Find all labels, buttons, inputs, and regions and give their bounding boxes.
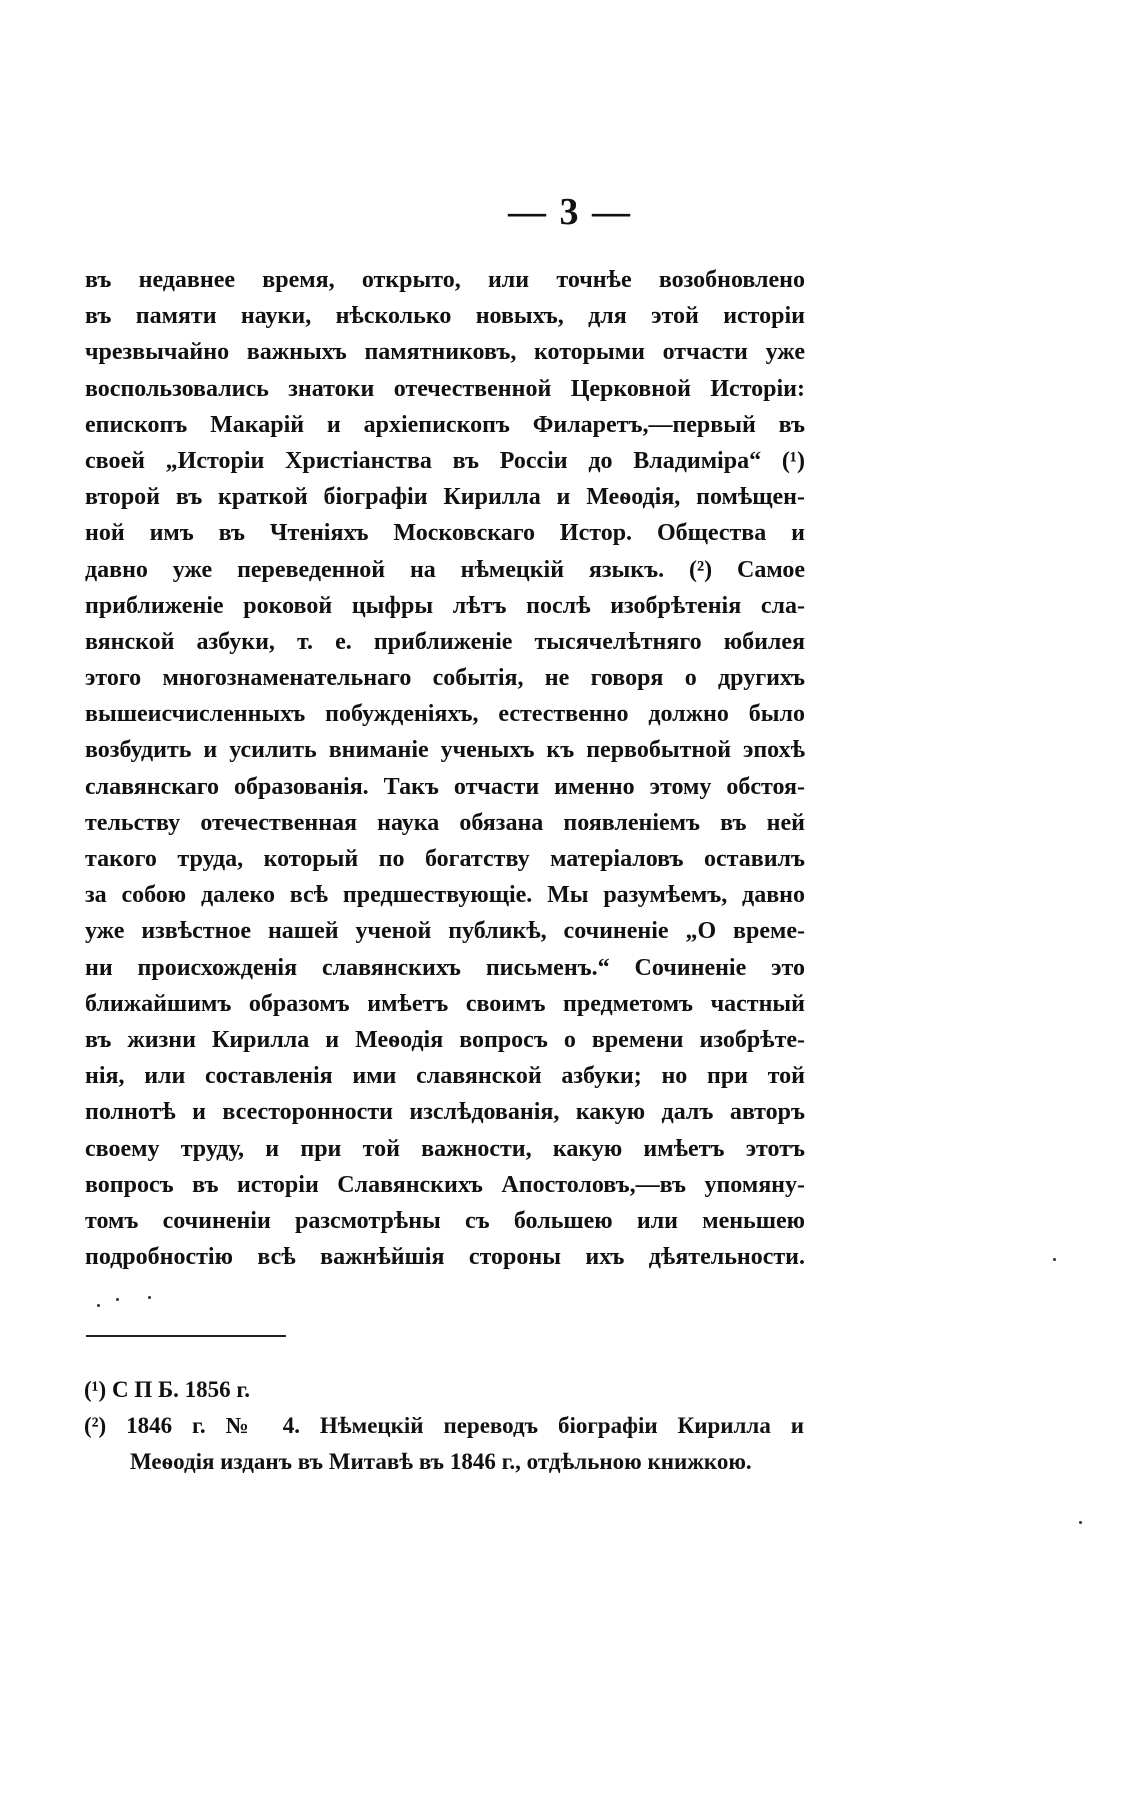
- body-line: своему труду, и при той важности, какую имѣетъ этотъ: [85, 1135, 805, 1162]
- body-line: ни происхожденія славянскихъ письменъ.“ Сочиненіе это: [85, 954, 805, 981]
- page-number: — 3 —: [508, 191, 632, 233]
- body-line: въ жизни Кирилла и Меѳодія вопросъ о времени изобрѣте-: [85, 1026, 805, 1053]
- body-line: приближеніе роковой цыфры лѣтъ послѣ изобрѣтенія сла-: [85, 592, 805, 619]
- body-line: чрезвычайно важныхъ памятниковъ, которыми отчасти уже: [85, 339, 805, 366]
- footnotes: [84, 1372, 804, 1480]
- body-line: такого труда, который по богатству матеріаловъ оставилъ: [85, 846, 805, 872]
- body-line: въ памяти науки, нѣсколько новыхъ, для этой исторіи: [85, 303, 805, 330]
- body-line: полнотѣ и всесторонности изслѣдованія, какую далъ авторъ: [85, 1099, 805, 1126]
- body-line: томъ сочиненіи разсмотрѣны съ большею или меньшею: [85, 1207, 805, 1234]
- body-line: уже извѣстное нашей ученой публикѣ, сочиненіе „О време-: [85, 918, 805, 945]
- body-line: подробностію всѣ важнѣйшія стороны ихъ дѣятельности.: [85, 1244, 805, 1271]
- body-line: нія, или составленія ими славянской азбуки; но при той: [85, 1063, 805, 1090]
- body-line: ближайшимъ образомъ имѣетъ своимъ предметомъ частный: [85, 990, 805, 1017]
- footnote-2-continued: Меѳодія изданъ въ Митавѣ въ 1846 г., отдѣльною книжкою.: [130, 1449, 752, 1474]
- scan-speck: [1053, 1258, 1056, 1261]
- body-line: возбудить и усилить вниманіе ученыхъ къ первобытной эпохѣ: [85, 737, 805, 764]
- scan-speck: [148, 1296, 151, 1299]
- body-line: воспользовались знатоки отечественной Церковной Исторіи:: [85, 375, 805, 402]
- scan-speck: [97, 1304, 100, 1307]
- body-text: [85, 262, 805, 1275]
- body-line: ной имъ въ Чтеніяхъ Московскаго Истор. Общества и: [85, 520, 805, 547]
- scan-speck: [1079, 1521, 1082, 1524]
- footnote-1: (¹) С П Б. 1856 г.: [84, 1377, 251, 1402]
- body-line: этого многознаменательнаго событія, не говоря о другихъ: [85, 665, 805, 692]
- scan-speck: [116, 1298, 119, 1301]
- body-line: славянскаго образованія. Такъ отчасти именно этому обстоя-: [85, 773, 805, 800]
- body-line: своей „Исторіи Христіанства въ Россіи до Владиміра“ (¹): [85, 447, 805, 474]
- body-line: вышеисчисленныхъ побужденіяхъ, естественно должно было: [85, 701, 805, 728]
- body-line: вянской азбуки, т. е. приближеніе тысячелѣтняго юбилея: [85, 628, 805, 655]
- body-line: давно уже переведенной на нѣмецкій языкъ. (²) Самое: [85, 556, 805, 583]
- body-line: въ недавнее время, открыто, или точнѣе возобновлено: [85, 267, 805, 293]
- body-line: вопросъ въ исторіи Славянскихъ Апостоловъ,—въ упомяну-: [85, 1171, 805, 1198]
- footnote-rule: [86, 1335, 286, 1337]
- footnote-2: (²) 1846 г. № 4. Нѣмецкій переводъ біографіи Кирилла и: [84, 1413, 804, 1438]
- body-line: тельству отечественная наука обязана появленіемъ въ ней: [85, 809, 805, 836]
- body-line: епископъ Макарій и архіепископъ Филаретъ,—первый въ: [85, 411, 805, 438]
- body-line: за собою далеко всѣ предшествующіе. Мы разумѣемъ, давно: [85, 882, 805, 909]
- body-line: второй въ краткой біографіи Кирилла и Меѳодія, помѣщен-: [85, 484, 805, 511]
